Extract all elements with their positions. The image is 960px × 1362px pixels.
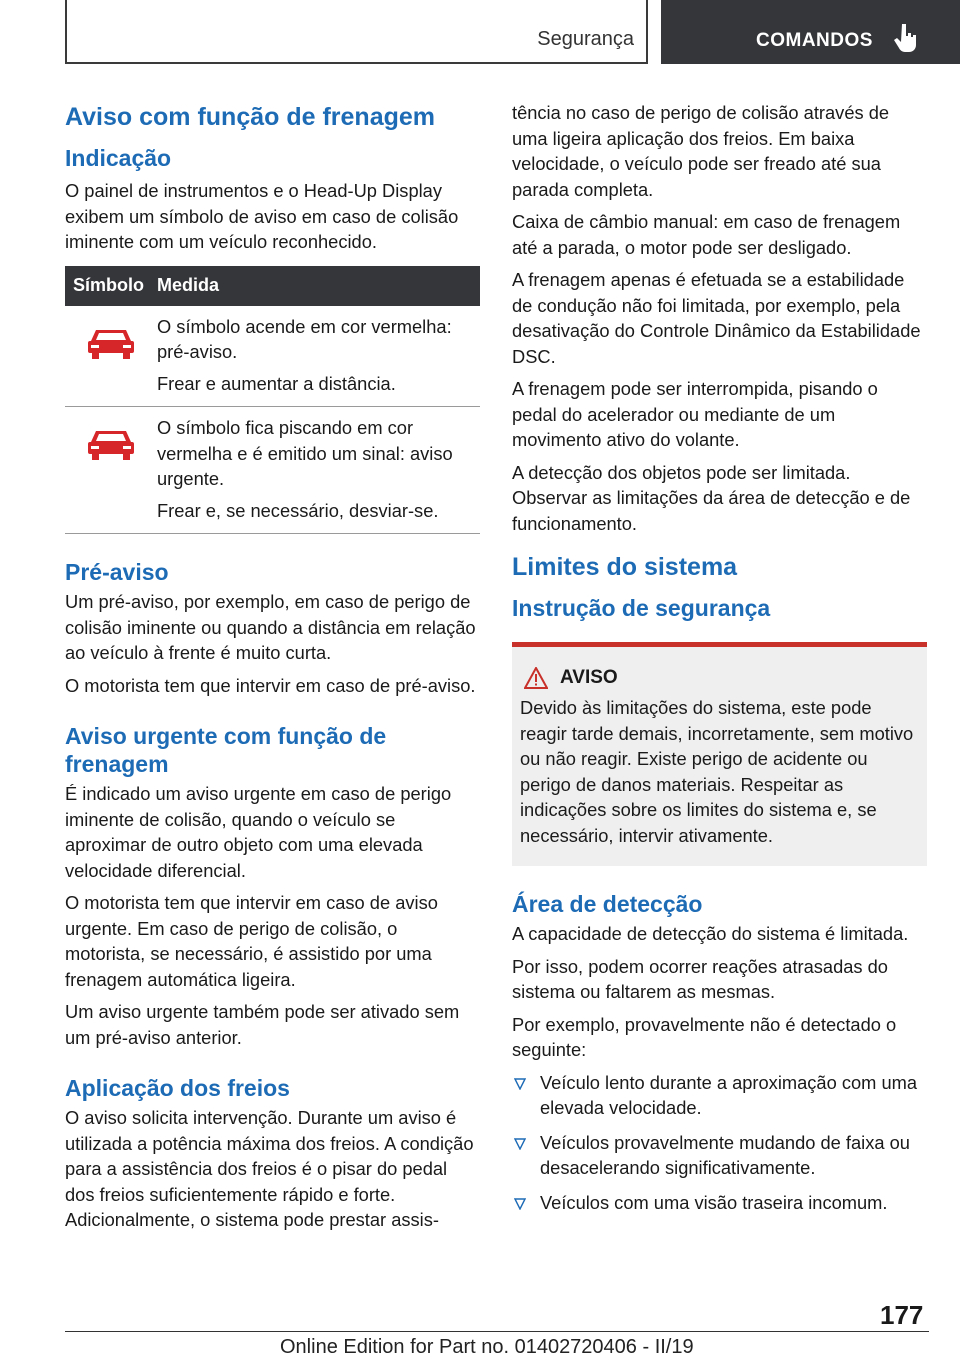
list-item-text: Veículos com uma visão traseira incomum. bbox=[540, 1191, 888, 1213]
paragraph-urgente: É indicado um aviso urgente em caso de perigo iminente de colisão, quando o veículo se aproximar de outro objeto com uma elevada velocidade diferencial. bbox=[65, 783, 452, 881]
limitation-list bbox=[512, 1070, 927, 1216]
page-number: 177 bbox=[880, 1300, 924, 1330]
table-header-symbol: Símbolo bbox=[65, 266, 157, 306]
paragraph-preaviso: Um pré-aviso, por exemplo, em caso de perigo de colisão iminente ou quando a distância em relação ao veículo à frente é muito curta. bbox=[65, 591, 476, 663]
header-chapter-title: COMANDOS bbox=[756, 30, 873, 51]
right-column bbox=[512, 100, 927, 1224]
hand-pointer-icon bbox=[893, 22, 919, 59]
warning-triangle-icon bbox=[524, 667, 548, 689]
car-warning-icon bbox=[87, 347, 135, 364]
measure-text: O símbolo acende em cor vermelha: pré-aviso. bbox=[157, 315, 452, 362]
paragraph-area: Por isso, podem ocorrer reações atrasadas do sistema ou faltarem as mesmas. bbox=[512, 955, 888, 1002]
paragraph-urgente: O motorista tem que intervir em caso de aviso urgente. Em caso de perigo de colisão, o motorista, se necessário, é assistido por uma frenagem automática ligeira. bbox=[65, 892, 438, 990]
heading-preaviso: Pré-aviso bbox=[65, 559, 169, 585]
heading-limites-sistema: Limites do sistema bbox=[512, 553, 738, 581]
triangle-bullet-icon bbox=[514, 1197, 526, 1215]
heading-instrucao-seguranca: Instrução de segurança bbox=[512, 595, 771, 621]
heading-aviso-urgente: Aviso urgente com função de frenagem bbox=[65, 723, 387, 777]
paragraph-continued: Caixa de câmbio manual: em caso de frenagem até a parada, o motor pode ser desligado. bbox=[512, 211, 901, 258]
list-item-text: Veículos provavelmente mudando de faixa ou desacelerando significativamente. bbox=[540, 1131, 910, 1178]
paragraph-freios: O aviso solicita intervenção. Durante um aviso é utilizada a potência máxima dos freios. A condição para a assistência dos freios é o pisar do pedal dos freios suficientemente rápido e forte. Adicionalmente, o sistema pode prestar assis- bbox=[65, 1107, 474, 1230]
header-section-box bbox=[65, 0, 648, 64]
table-cell-symbol bbox=[65, 407, 157, 534]
car-warning-icon bbox=[87, 448, 135, 465]
table-cell-symbol bbox=[65, 306, 157, 407]
paragraph-urgente: Um aviso urgente também pode ser ativado sem um pré-aviso anterior. bbox=[65, 1001, 460, 1048]
table-row bbox=[65, 407, 480, 534]
table-cell-measure bbox=[157, 306, 480, 407]
warning-box bbox=[512, 642, 927, 866]
heading-aviso-frenagem: Aviso com função de frenagem bbox=[65, 103, 435, 131]
list-item-text: Veículo lento durante a aproximação com uma elevada velocidade. bbox=[540, 1071, 918, 1118]
left-column bbox=[65, 100, 480, 1240]
heading-area-deteccao: Área de detecção bbox=[512, 891, 703, 917]
table-cell-measure bbox=[157, 407, 480, 534]
header-chapter-tab bbox=[661, 0, 960, 64]
warning-title-text: AVISO bbox=[560, 667, 618, 688]
warning-text: Devido às limitações do sistema, este pode reagir tarde demais, incorretamente, sem motivo ou não reagir. Existe perigo de acidente ou perigo de danos materiais. Respeitar as indicações sobre os limites do sistema e, se necessário, intervir ativamente. bbox=[520, 697, 914, 846]
paragraph-continued: A frenagem apenas é efetuada se a estabilidade de condução não foi limitada, por exemplo, pela desativação do Controle Dinâmico da Estabilidade DSC. bbox=[512, 269, 921, 367]
list-item bbox=[512, 1190, 927, 1216]
list-item bbox=[512, 1130, 927, 1181]
header-section-title: Segurança bbox=[537, 28, 634, 50]
paragraph-continued: A detecção dos objetos pode ser limitada. Observar as limitações da área de detecção e de funcionamento. bbox=[512, 461, 911, 534]
heading-indicacao: Indicação bbox=[65, 145, 172, 171]
paragraph-continued: A frenagem pode ser interrompida, pisando o pedal do acelerador ou mediante de um movimento ativo do volante. bbox=[512, 378, 878, 450]
triangle-bullet-icon bbox=[514, 1137, 526, 1155]
symbol-table bbox=[65, 266, 480, 535]
paragraph-area: A capacidade de detecção do sistema é limitada. bbox=[512, 923, 909, 944]
warning-title bbox=[558, 667, 919, 689]
paragraph-area: Por exemplo, provavelmente não é detectado o seguinte: bbox=[512, 1013, 897, 1060]
paragraph-preaviso: O motorista tem que intervir em caso de pré-aviso. bbox=[65, 674, 476, 696]
paragraph-continued: tência no caso de perigo de colisão através de uma ligeira aplicação dos freios. Em baixa velocidade, o veículo pode ser freado até sua parada completa. bbox=[512, 102, 890, 200]
table-row bbox=[65, 306, 480, 407]
footer-edition: Online Edition for Part no. 01402720406 - II/19 bbox=[280, 1336, 694, 1358]
heading-aplicacao-freios: Aplicação dos freios bbox=[65, 1075, 290, 1101]
triangle-bullet-icon bbox=[514, 1077, 526, 1095]
measure-text: Frear e aumentar a distância. bbox=[157, 372, 396, 394]
footer-divider bbox=[65, 1331, 929, 1332]
measure-text: O símbolo fica piscando em cor vermelha e é emitido um sinal: aviso urgente. bbox=[157, 417, 453, 489]
table-header-measure: Medida bbox=[157, 266, 480, 306]
measure-text: Frear e, se necessário, desviar-se. bbox=[157, 499, 439, 521]
list-item bbox=[512, 1070, 927, 1121]
table-header-row bbox=[65, 266, 480, 306]
paragraph-indicacao: O painel de instrumentos e o Head-Up Display exibem um símbolo de aviso em caso de colisão iminente com um veículo reconhecido. bbox=[65, 180, 459, 252]
